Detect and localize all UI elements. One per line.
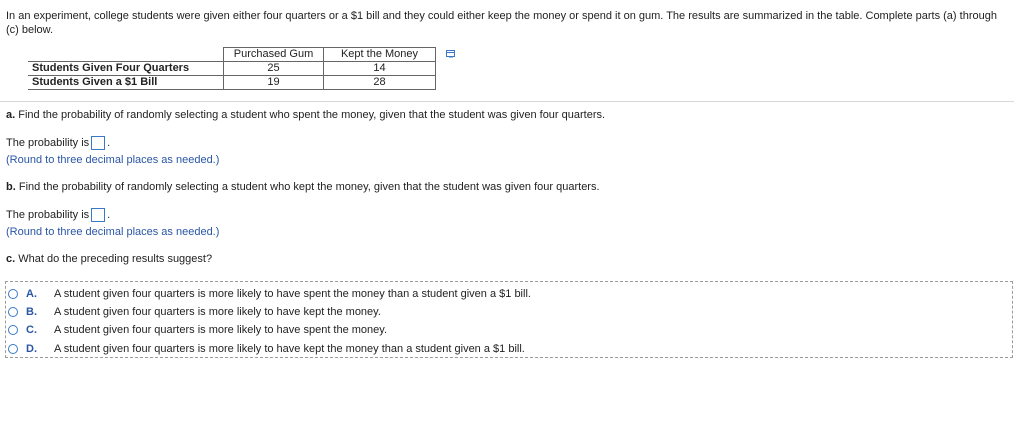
choice-b[interactable] bbox=[8, 305, 381, 319]
table-header-purchased: Purchased Gum bbox=[224, 48, 324, 62]
choice-text: A student given four quarters is more likely to have kept the money. bbox=[54, 306, 381, 318]
choice-letter: B. bbox=[26, 306, 37, 318]
choice-text: A student given four quarters is more likely to have spent the money than a student given a $1 bill. bbox=[54, 288, 531, 300]
choice-c[interactable] bbox=[8, 323, 387, 337]
table-row-label: Students Given Four Quarters bbox=[28, 62, 224, 76]
question-a bbox=[6, 109, 605, 121]
choice-text: A student given four quarters is more likely to have spent the money. bbox=[54, 324, 388, 336]
answer-b: The probability is . bbox=[6, 209, 111, 221]
question-letter: a. bbox=[6, 109, 16, 121]
answer-input-b[interactable] bbox=[91, 208, 105, 222]
answer-input-a[interactable] bbox=[91, 136, 105, 150]
question-b bbox=[6, 181, 600, 193]
radio-button-icon[interactable] bbox=[8, 325, 18, 335]
copy-table-icon[interactable] bbox=[446, 50, 456, 58]
data-table bbox=[28, 47, 436, 90]
table-cell: 19 bbox=[224, 76, 324, 90]
radio-button-icon[interactable] bbox=[8, 307, 18, 317]
answer-a: The probability is . bbox=[6, 137, 111, 149]
question-c bbox=[6, 253, 212, 265]
question-letter: b. bbox=[6, 181, 16, 193]
rounding-hint-b: (Round to three decimal places as needed.) bbox=[6, 226, 220, 238]
answer-prefix: The probability is bbox=[6, 209, 90, 221]
rounding-hint-a: (Round to three decimal places as needed.) bbox=[6, 154, 220, 166]
choice-letter: D. bbox=[26, 343, 37, 355]
choice-letter: A. bbox=[26, 288, 37, 300]
choice-letter: C. bbox=[26, 324, 37, 336]
table-cell: 25 bbox=[224, 62, 324, 76]
question-text: Find the probability of randomly selecting a student who spent the money, given that the student was given four quarters. bbox=[18, 109, 606, 121]
question-text: Find the probability of randomly selecting a student who kept the money, given that the student was given four quarters. bbox=[18, 181, 600, 193]
table-row-label: Students Given a $1 Bill bbox=[28, 76, 224, 90]
answer-prefix: The probability is bbox=[6, 137, 90, 149]
table-header-kept: Kept the Money bbox=[324, 48, 436, 62]
question-letter: c. bbox=[6, 253, 16, 265]
radio-button-icon[interactable] bbox=[8, 289, 18, 299]
section-divider bbox=[0, 101, 1014, 102]
choice-text: A student given four quarters is more likely to have kept the money than a student given a $1 bill. bbox=[54, 343, 525, 355]
choice-a[interactable] bbox=[8, 287, 531, 301]
choice-d[interactable] bbox=[8, 342, 525, 356]
table-cell: 28 bbox=[324, 76, 436, 90]
table-cell: 14 bbox=[324, 62, 436, 76]
question-text: What do the preceding results suggest? bbox=[18, 253, 213, 265]
problem-intro: In an experiment, college students were given either four quarters or a $1 bill and they could either keep the money or spend it on gum. The results are summarized in the table. Complete parts (a) through (c) below. bbox=[6, 10, 997, 36]
radio-button-icon[interactable] bbox=[8, 344, 18, 354]
